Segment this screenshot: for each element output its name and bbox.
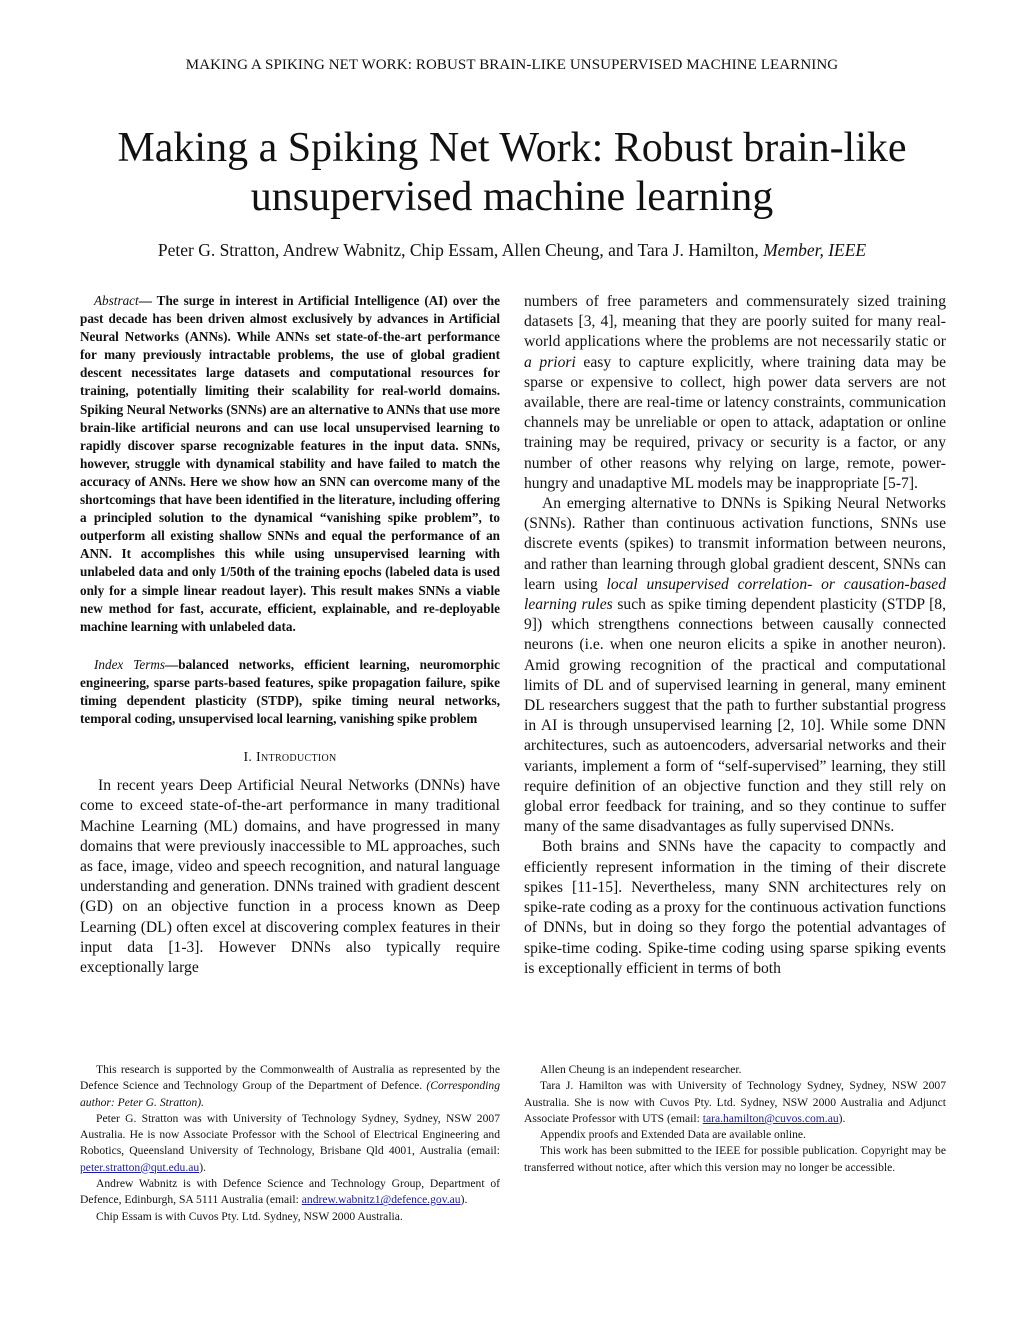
email-link[interactable]: tara.hamilton@cuvos.com.au — [702, 1111, 839, 1125]
funding-footnote — [80, 1062, 500, 1111]
text-run: ). — [460, 1193, 468, 1207]
text-run: ). — [199, 1160, 206, 1174]
text-run: numbers of free parameters and commensurately sized training datasets [3, 4], meaning that they are poorly suited for many real-world applications where the problems are not necessarily static or — [524, 293, 946, 351]
italic-run: a priori — [524, 353, 576, 371]
email-link[interactable]: andrew.wabnitz1@defence.gov.au — [301, 1193, 461, 1207]
intro-paragraph-1: In recent years Deep Artificial Neural Networks (DNNs) have come to exceed state-of-the-art performance in many traditional Machine Learning (ML) domains, and have progressed in many domains that were previously inaccessible to ML approaches, such as face, image, video and speech recognition, and natural language understanding and generation. DNNs trained with gradient descent (GD) on an objective function in a process known as Deep Learning (DL) often excel at discovering complex features in their input data [1-3]. However DNNs also typically require exceptionally large — [80, 777, 500, 976]
text-run: easy to capture explicitly, where training data may be sparse or expensive to collect, high power data servers are not available, there are real-time or latency constraints, communication channels may be unreliable or open to attack, adaptation or online training may be required, privacy or security is a factor, or any number of other reasons why relying on large, remote, power-hungry and unadaptive ML models may be inappropriate [5-7]. — [524, 353, 946, 492]
affiliation-footnote: Chip Essam is with Cuvos Pty. Ltd. Sydney, NSW 2000 Australia. — [96, 1209, 403, 1223]
text-run: Tara J. Hamilton was with University of Technology Sydney, Sydney, NSW 2007 Australia. She is now with Cuvos Pty. Ltd. Sydney, NSW 2000 Australia and Adjunct Associate Professor with UTS (email: — [524, 1079, 946, 1125]
footnotes-right — [524, 1062, 946, 1176]
affiliation-footnote — [524, 1078, 946, 1127]
text-run: Peter G. Stratton was with University of Technology Sydney, Sydney, NSW 2007 Australia. He is now Associate Professor with the School of Electrical Engineering and Robotics, Queensland University of Technology, Brisbane Qld 4001, Australia (email: — [80, 1111, 500, 1158]
section-title: Introduction — [256, 750, 337, 766]
affiliation-footnote: Allen Cheung is an independent researcher. — [540, 1063, 742, 1076]
right-column — [524, 292, 946, 979]
left-column — [80, 292, 500, 978]
author-membership: Member, IEEE — [763, 240, 867, 260]
author-list — [60, 240, 964, 261]
text-run: This research is supported by the Commonwealth of Australia as represented by the Defence Science and Technology Group of the Department of Defence. — [80, 1063, 500, 1093]
intro-paragraph-continued — [524, 292, 946, 494]
intro-paragraph-3: Both brains and SNNs have the capacity to compactly and efficiently represent information in the timing of their discrete spikes [11-15]. Nevertheless, many SNN architectures rely on spike-rate coding as a proxy for the continuous activation functions of DNNs, but in doing so they forgo the potential advantages of spike-time coding. Spike-time coding using sparse spiking events is exceptionally efficient in terms of both — [524, 838, 946, 977]
abstract-text: — The surge in interest in Artificial Intelligence (AI) over the past decade has been driven almost exclusively by advances in Artificial Neural Networks (ANNs). While ANNs set state-of-the-art performance for many previously intractable problems, the use of global gradient descent necessitates large datasets and computational resources for training, potentially limiting their scalability for real-world domains. Spiking Neural Networks (SNNs) are an alternative to ANNs that use more brain-like artificial neurons and can use local unsupervised learning to rapidly discover sparse recognizable features in the input data. SNNs, however, struggle with dynamical stability and have failed to match the accuracy of ANNs. Here we show how an SNN can overcome many of the shortcomings that have been identified in the literature, including offering a principled solution to the dynamical “vanishing spike problem”, to outperform all existing shallow SNNs and equal the performance of an ANN. It accomplishes this while using unsupervised learning with unlabeled data and only 1/50th of the training epochs (labeled data is used only for a simple linear readout layer). This result makes SNNs a viable new method for fast, accurate, efficient, explainable, and re-deployable machine learning with unlabeled data. — [80, 293, 500, 634]
copyright-note: This work has been submitted to the IEEE for possible publication. Copyright may be transferred without notice, after which this version may no longer be accessible. — [524, 1144, 946, 1174]
index-terms-text: —balanced networks, efficient learning, neuromorphic engineering, sparse parts-based features, spike propagation failure, spike timing dependent plasticity (STDP), spike timing neural networks, temporal coding, unsupervised local learning, vanishing spike problem — [80, 656, 500, 727]
text-run: An emerging alternative to DNNs is Spiking Neural Networks (SNNs). Rather than continuous activation functions, SNNs use discrete events (spikes) to transmit information between neurons, and rather than learning through global gradient descent, SNNs can learn using — [524, 495, 946, 593]
title-line-2: unsupervised machine learning — [250, 174, 774, 220]
abstract — [80, 292, 500, 636]
text-run: such as spike timing dependent plasticity (STDP [8, 9]) which strengthens connections between causally connected neurons (i.e. when one neuron elicits a spike in another neuron). Amid growing recognition of the practical and computational limits of DL and of supervised learning in general, many eminent DL researchers suggest that the path to further substantial progress in AI is through unsupervised learning [2, 10]. While some DNN architectures, such as autoencoders, adversarial networks and their variants, implement a form of “self-supervised” learning, they still require definition of an objective function and they still rely on global error feedback for training, and so they continue to suffer many of the same disadvantages as fully supervised DNNs. — [524, 596, 946, 836]
corresponding-author: (Corresponding author: Peter G. Stratton). — [80, 1079, 500, 1109]
index-terms-label: Index Terms — [94, 656, 166, 672]
author-names: Peter G. Stratton, Andrew Wabnitz, Chip Essam, Allen Cheung, and Tara J. Hamilton, — [157, 240, 759, 260]
email-link[interactable]: peter.stratton@qut.edu.au — [80, 1160, 200, 1174]
section-number: I. — [243, 750, 253, 766]
affiliation-footnote — [80, 1176, 500, 1209]
abstract-label: Abstract — [94, 293, 139, 308]
affiliation-footnote — [80, 1111, 500, 1176]
intro-paragraph-2 — [524, 494, 946, 837]
index-terms — [80, 656, 500, 728]
title-line-1: Making a Spiking Net Work: Robust brain-like — [117, 125, 907, 171]
footnotes-left — [80, 1062, 500, 1225]
text-run: Andrew Wabnitz is with Defence Science and Technology Group, Department of Defence, Edinburgh, SA 5111 Australia (email: — [80, 1177, 500, 1207]
paper-title — [60, 124, 964, 222]
italic-run: local unsupervised correlation- or causation-based learning rules — [524, 575, 946, 614]
appendix-note: Appendix proofs and Extended Data are available online. — [540, 1128, 806, 1142]
section-heading — [80, 750, 500, 766]
text-run: ). — [838, 1111, 846, 1125]
running-head: MAKING A SPIKING NET WORK: ROBUST BRAIN-LIKE UNSUPERVISED MACHINE LEARNING — [185, 57, 839, 73]
